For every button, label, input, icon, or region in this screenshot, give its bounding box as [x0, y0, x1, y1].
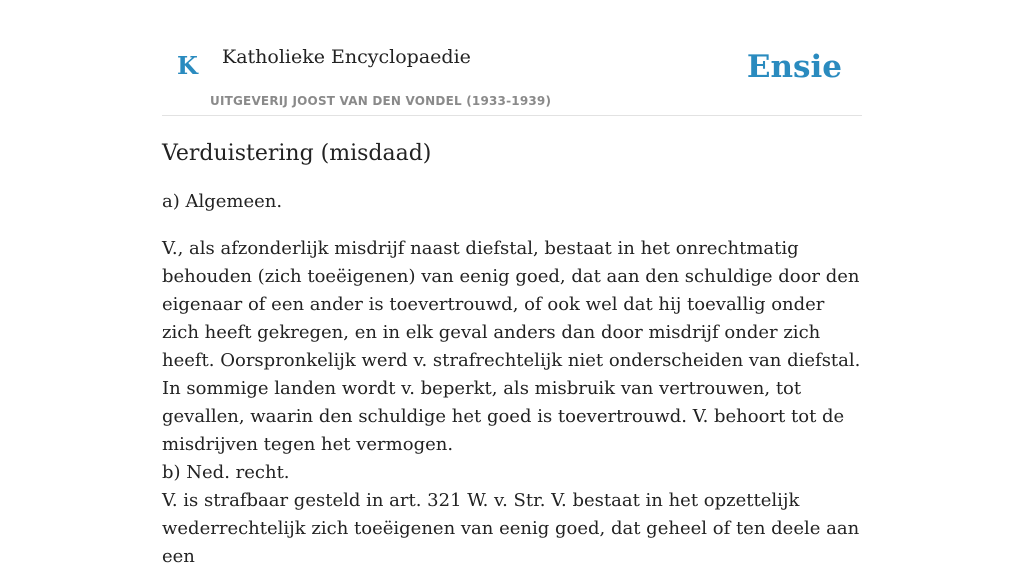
section-text-a: V., als afzonderlijk misdrijf naast diefstal, bestaat in het onrechtmatig behouden (zich toeëigenen) van eenig goed, dat aan den schuldige door den eigenaar of een ander is toevertrouwd, of ook wel dat hij toevallig onder zich heeft gekregen, en in elk geval anders dan door misdrijf onder zich heeft. Oorspronkelijk werd v. strafrechtelijk niet onderscheiden van diefstal. In sommige landen wordt v. beperkt, als misbruik van vertrouwen, tot gevallen, waarin den schuldige het goed is toevertrouwd. V. behoort tot de misdrijven tegen het vermogen.	[162, 238, 861, 455]
article	[162, 138, 862, 571]
brand-logo[interactable]: Ensie	[746, 49, 842, 85]
section-heading-b: b) Ned. recht.	[162, 462, 290, 483]
article-title: Verduistering (misdaad)	[162, 141, 432, 166]
article-body	[162, 235, 862, 571]
site-title[interactable]: Katholieke Encyclopaedie	[222, 46, 471, 68]
section-heading-a: a) Algemeen.	[162, 191, 283, 212]
site-subtitle: UITGEVERIJ JOOST VAN DEN VONDEL (1933-1939)	[210, 94, 552, 108]
site-logo[interactable]: K	[177, 51, 198, 80]
section-text-b: V. is strafbaar gesteld in art. 321 W. v. Str. V. bestaat in het opzettelijk wederrechtelijk zich toeëigenen van eenig goed, dat geheel of ten deele aan een	[162, 490, 860, 567]
site-header	[162, 0, 862, 116]
